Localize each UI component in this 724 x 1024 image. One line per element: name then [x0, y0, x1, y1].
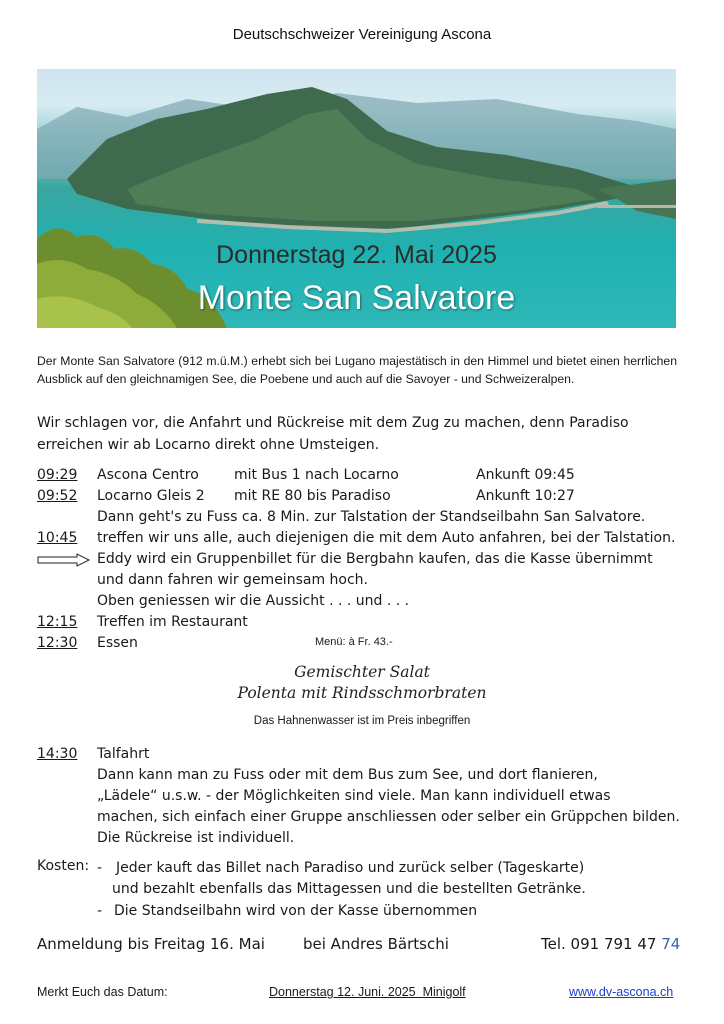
- descent-line-1: Dann kann man zu Fuss oder mit dem Bus zum See, und dort flanieren,: [97, 767, 598, 783]
- eat-text: Essen: [97, 635, 138, 651]
- time-1045: 10:45: [37, 530, 78, 546]
- event-date: Donnerstag 22. Mai 2025: [216, 241, 497, 269]
- arrival-1027: Ankunft 10:27: [476, 488, 575, 504]
- footer-event: Donnerstag 12. Juni. 2025 Minigolf: [269, 985, 466, 999]
- phone-number-end: 74: [661, 935, 681, 953]
- descent-line-3: machen, sich einfach einer Gruppe anschliessen oder selber ein Grüppchen bilden.: [97, 809, 680, 825]
- phone-number: Tel. 091 791 47: [541, 935, 662, 953]
- meet-text: treffen wir uns alle, auch diejenigen die mit dem Auto anfahren, bei der Talstation.: [97, 530, 676, 546]
- cost-bullet-1: -: [97, 860, 103, 876]
- right-arrow-icon: [37, 553, 91, 567]
- registration-phone: [541, 935, 680, 953]
- menu-dish-salad: Gemischter Salat: [294, 663, 430, 681]
- cost-item-1-cont: und bezahlt ebenfalls das Mittagessen und die bestellten Getränke.: [112, 881, 586, 897]
- time-0929: 09:29: [37, 467, 78, 483]
- registration-deadline: Anmeldung bis Freitag 16. Mai: [37, 935, 265, 953]
- time-1215: 12:15: [37, 614, 78, 630]
- descent-title: Talfahrt: [97, 746, 150, 762]
- intro-paragraph: Der Monte San Salvatore (912 m.ü.M.) erhebt sich bei Lugano majestätisch in den Himmel und bietet einen herrlichen Ausblick auf den gleichnamigen See, die Poebene und auch auf die Savoyer - und Schweizeralpen.: [37, 354, 677, 386]
- descent-line-2: „Lädele“ u.s.w. - der Möglichkeiten sind viele. Man kann individuell etwas: [97, 788, 611, 804]
- costs-label: Kosten:: [37, 858, 90, 874]
- restaurant-text: Treffen im Restaurant: [97, 614, 248, 630]
- hero-photo: [37, 69, 676, 328]
- event-title: Monte San Salvatore: [197, 279, 516, 317]
- registration-contact: bei Andres Bärtschi: [303, 935, 449, 953]
- walk-text: Dann geht's zu Fuss ca. 8 Min. zur Talstation der Standseilbahn San Salvatore.: [97, 509, 646, 525]
- footer-note: Merkt Euch das Datum:: [37, 985, 168, 999]
- cost-item-1: Jeder kauft das Billet nach Paradiso und zurück selber (Tageskarte): [116, 860, 585, 876]
- organization-name: Deutschschweizer Vereinigung Ascona: [232, 26, 492, 43]
- website-link[interactable]: www.dv-ascona.ch: [569, 985, 674, 999]
- transport-bus: mit Bus 1 nach Locarno: [234, 467, 399, 483]
- cost-bullet-2: -: [97, 903, 103, 919]
- place-ascona: Ascona Centro: [97, 467, 199, 483]
- ticket-text-2: und dann fahren wir gemeinsam hoch.: [97, 572, 368, 588]
- cost-item-2: Die Standseilbahn wird von der Kasse übernommen: [114, 903, 478, 919]
- menu-dish-main: Polenta mit Rindsschmorbraten: [237, 684, 487, 702]
- arrival-0945: Ankunft 09:45: [476, 467, 575, 483]
- time-1230: 12:30: [37, 635, 78, 651]
- proposal-paragraph: Wir schlagen vor, die Anfahrt und Rückreise mit dem Zug zu machen, denn Paradiso erreichen wir ab Locarno direkt ohne Umsteigen.: [37, 415, 629, 453]
- ticket-text: Eddy wird ein Gruppenbillet für die Bergbahn kaufen, das die Kasse übernimmt: [97, 551, 653, 567]
- water-note: Das Hahnenwasser ist im Preis inbegriffen: [253, 715, 471, 727]
- menu-price: Menü: à Fr. 43.-: [315, 636, 393, 648]
- descent-line-4: Die Rückreise ist individuell.: [97, 830, 295, 846]
- view-text: Oben geniessen wir die Aussicht . . . und . . .: [97, 593, 410, 609]
- time-1430: 14:30: [37, 746, 78, 762]
- time-0952: 09:52: [37, 488, 78, 504]
- place-locarno: Locarno Gleis 2: [97, 488, 205, 504]
- transport-train: mit RE 80 bis Paradiso: [234, 488, 391, 504]
